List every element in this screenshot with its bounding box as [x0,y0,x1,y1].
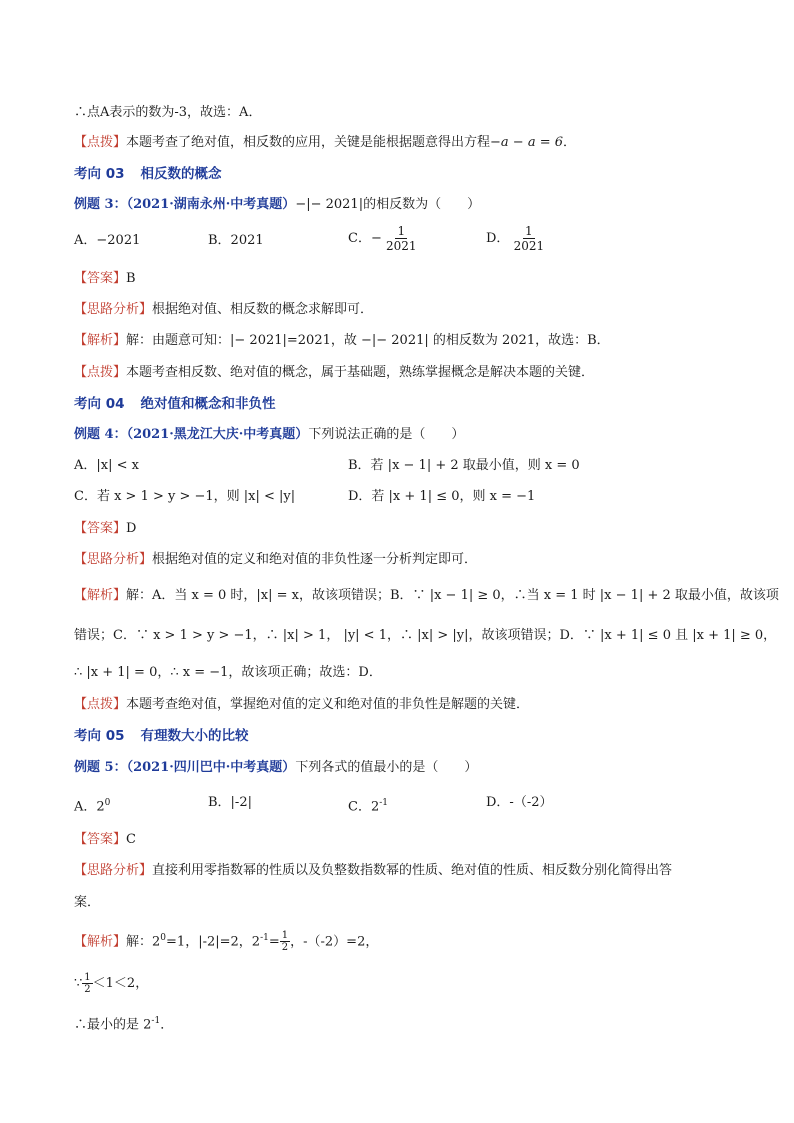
fraction-half: $\frac{1}{2}$ [281,930,289,954]
solution-5-line-3: ∴最小的是 $2^{-1}$． [74,1016,174,1033]
solution-4-line-1: 【解析】解：A．当 x = 0 时，|x| = x，故该项错误；B．∵ |x − 1| ≥ 0，∴当 x = 1 时 |x − 1| + 2 取最小值，故该项 [74,588,779,603]
fraction-half: $\frac{1}{2}$ [84,972,91,995]
option-b: B．2021 [208,233,264,248]
example-3-question: 例题 3：（2021·湖南永州·中考真题）−|− 2021|的相反数为（ ） [74,197,481,212]
tip-tag: 【点拨】 [74,135,127,150]
example-5-question: 例题 5：（2021·四川巴中·中考真题）下列各式的值最小的是（ ） [74,760,478,775]
answer-5: 【答案】C [74,832,136,847]
tip-4: 【点拨】本题考查绝对值，掌握绝对值的定义和绝对值的非负性是解题的关键． [74,697,530,712]
section-heading-03: 考向 03 相反数的概念 [74,166,222,182]
ex4-option-c: C．若 x > 1 > y > −1，则 |x| < |y| [74,489,296,504]
answer-3: 【答案】B [74,271,136,286]
fraction: $\frac{1}{2021}$ [385,224,417,253]
ex4-option-d: D．若 |x + 1| ≤ 0，则 x = −1 [348,489,536,504]
example-4-question: 例题 4：（2021·黑龙江大庆·中考真题）下列说法正确的是（ ） [74,427,465,442]
ex5-option-a: A．$2^0$ [74,798,111,815]
solution-5-line-2: ∵ $\frac{1}{2}$ ＜1＜2， [74,972,149,995]
tip-line-2: 【点拨】本题考查了绝对值，相反数的应用，关键是能根据题意得出方程−a − a = 6． [74,135,577,150]
solution-5-line-1: 【解析】解：$2^0=1$，|-2|=2，$2^{-1}=$ $\frac{1}{2}$ ，-（-2）=2， [74,930,379,954]
analysis-5-line-1: 【思路分析】直接利用零指数幂的性质以及负整数指数幂的性质、绝对值的性质、相反数分别化简得出答 [74,863,673,878]
ex5-option-c: C．$2^{-1}$ [348,798,388,815]
conclusion-line: ∴点A表示的数为-3，故选：A． [74,105,262,120]
option-c: C．− $\frac{1}{2021}$ [348,224,417,253]
fraction: $\frac{1}{2021}$ [513,224,545,253]
ex4-option-b: B．若 |x − 1| + 2 取最小值，则 x = 0 [348,458,580,473]
ex4-option-a: A．|x| < x [74,458,139,473]
analysis-3: 【思路分析】根据绝对值、相反数的概念求解即可． [74,302,374,317]
ex5-option-d: D．-（-2） [486,795,553,810]
option-d: D． $\frac{1}{2021}$ [486,224,545,253]
section-heading-05: 考向 05 有理数大小的比较 [74,728,249,744]
analysis-4: 【思路分析】根据绝对值的定义和绝对值的非负性逐一分析判定即可． [74,552,478,567]
tip-3: 【点拨】本题考查相反数、绝对值的概念，属于基础题，熟练掌握概念是解决本题的关键． [74,365,595,380]
solution-3: 【解析】解：由题意可知：|− 2021|=2021，故 −|− 2021| 的相反数为 2021，故选：B． [74,333,610,348]
analysis-5-line-2: 案． [74,895,101,910]
ex5-option-b: B．|-2| [208,795,252,810]
section-heading-04: 考向 04 绝对值和概念和非负性 [74,396,276,412]
solution-4-line-2: 错误；C．∵ x > 1 > y > −1，∴ |x| > 1， |y| < 1，∴ |x| > |y|，故该项错误；D．∵ |x + 1| ≤ 0 且 |x + 1| ≥ 0， [74,628,777,643]
answer-4: 【答案】D [74,521,137,536]
solution-4-line-3: ∴ |x + 1| = 0，∴ x = −1，故该项正确；故选：D． [74,665,382,680]
option-a: A．−2021 [74,233,141,248]
